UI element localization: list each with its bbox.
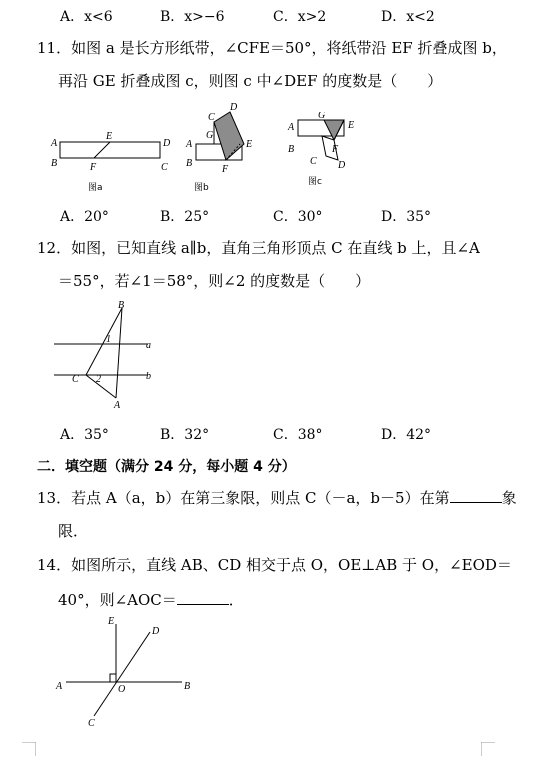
q12-line2: ＝55°，若∠1＝58°，则∠2 的度数是（ ） — [58, 272, 371, 290]
q12-line1: 12．如图，已知直线 a∥b，直角三角形顶点 C 在直线 b 上，且∠A — [37, 239, 480, 257]
figure-q12 — [50, 300, 170, 412]
fig-a-label-e: E — [106, 131, 113, 142]
fig-a-label-f: F — [90, 162, 97, 173]
q11-option-b: B．25° — [160, 209, 210, 225]
q12-option-a: A．35° — [60, 427, 109, 443]
side-bc — [86, 308, 122, 375]
q12-option-d: D．42° — [381, 427, 432, 443]
option-c: C．x>2 — [273, 9, 327, 25]
q14-text-after: ． — [228, 591, 244, 609]
q12-label-line-a: a — [146, 340, 151, 351]
fig-a-label-b: B — [51, 158, 58, 169]
fig-a-label-c: C — [161, 162, 168, 173]
q12-label-angle1: 1 — [106, 334, 111, 345]
fig-b-label-d: D — [230, 102, 238, 113]
q14-label-a: A — [56, 681, 63, 692]
fig-a-label-a: A — [51, 138, 58, 149]
strip-rect — [60, 142, 160, 158]
q13-text-after: 象 — [501, 489, 517, 507]
q12-label-angle2: 2 — [96, 374, 101, 385]
q14-text: 40°，则∠AOC＝ — [58, 591, 177, 609]
q12-option-c: C．38° — [273, 427, 323, 443]
q14-label-c: C — [88, 718, 95, 729]
q14-line2 — [58, 590, 244, 610]
fig-c-label-g: G — [318, 112, 326, 121]
fig-b-label-f: F — [222, 164, 229, 175]
q13-answer-blank[interactable] — [450, 502, 502, 503]
q11-option-a: A．20° — [60, 209, 109, 225]
fig-b-label-a: A — [186, 139, 193, 150]
q11-line1: 11．如图 a 是长方形纸带，∠CFE＝50°，将纸带沿 EF 折叠成图 b， — [37, 39, 507, 57]
option-a: A．x<6 — [60, 9, 113, 25]
folded-part — [324, 120, 344, 140]
fig-c-label-a: A — [288, 122, 295, 133]
q12-label-a-vertex: A — [114, 400, 121, 411]
figure-a — [50, 118, 180, 198]
q14-label-d: D — [152, 626, 160, 637]
fig-b-label-c: C — [208, 112, 215, 123]
side-ca — [86, 375, 116, 398]
fig-b-label-e: E — [246, 139, 253, 150]
fig-c-label-b: B — [288, 144, 295, 155]
q13-text: 13．若点 A（a，b）在第三象限，则点 C（－a，b－5）在第 — [37, 489, 450, 507]
side-ba — [116, 308, 122, 398]
q14-answer-blank[interactable] — [177, 604, 229, 605]
fig-b-label-g: G — [206, 130, 214, 141]
figure-q14 — [52, 612, 202, 732]
fig-b-caption: 图b — [194, 183, 209, 193]
line-cd — [94, 632, 150, 716]
fig-c-label-c: C — [310, 156, 317, 167]
fig-c-label-f: F — [332, 144, 339, 155]
fig-c-label-e: E — [348, 120, 355, 131]
q14-label-b: B — [184, 681, 191, 692]
page-corner-mark-left — [22, 742, 36, 756]
q12-label-b-vertex: B — [118, 300, 125, 311]
q13-line1 — [37, 488, 517, 508]
right-angle-mark — [110, 674, 116, 682]
q13-line2: 限． — [58, 522, 89, 540]
q12-option-b: B．32° — [160, 427, 210, 443]
q11-line2: 再沿 GE 折叠成图 c，则图 c 中∠DEF 的度数是（ ） — [58, 72, 443, 90]
q11-option-c: C．30° — [273, 209, 323, 225]
fig-c-caption: 图c — [308, 177, 322, 187]
page-corner-mark-right — [481, 742, 495, 756]
figure-b — [182, 100, 262, 195]
folded-part — [214, 112, 244, 160]
q14-line1: 14．如图所示，直线 AB、CD 相交于点 O，OE⊥AB 于 O，∠EOD＝ — [37, 556, 512, 574]
fold-line-ef — [94, 142, 110, 158]
fig-a-label-d: D — [163, 138, 171, 149]
option-d: D．x<2 — [381, 9, 435, 25]
fig-a-caption: 图a — [88, 183, 103, 193]
fig-c-label-d: D — [338, 160, 346, 171]
q12-label-line-b: b — [146, 371, 151, 382]
fig-b-label-b: B — [186, 158, 193, 169]
q11-option-d: D．35° — [381, 209, 432, 225]
option-b: B．x>−6 — [160, 9, 225, 25]
figure-c — [282, 112, 372, 192]
q12-label-c-vertex: C — [72, 374, 79, 385]
q14-label-o: O — [118, 684, 126, 695]
section-heading: 二．填空题（满分 24 分，每小题 4 分） — [37, 459, 296, 475]
q14-label-e: E — [108, 616, 115, 627]
